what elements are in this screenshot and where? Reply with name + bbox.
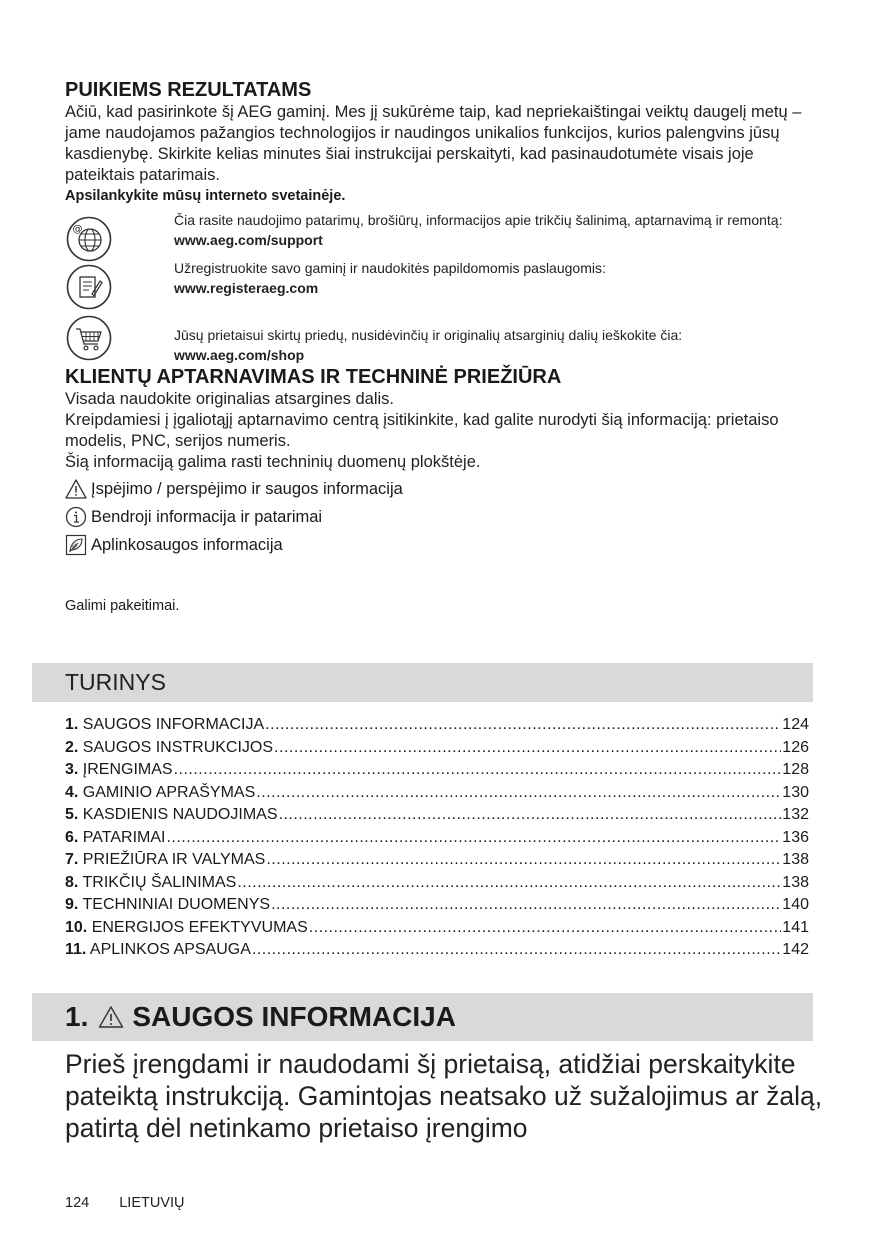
toc-leader-dots — [271, 894, 781, 917]
toc-item-label: SAUGOS INFORMACIJA — [78, 716, 265, 733]
website-links — [65, 210, 813, 365]
toc-item-page: 126 — [782, 738, 809, 756]
toc-item-label: PATARIMAI — [78, 828, 166, 846]
toc-item-page: 132 — [782, 806, 809, 823]
toc-leader-dots — [252, 939, 781, 962]
toc-item[interactable] — [65, 804, 809, 827]
toc-item-label: APLINKOS APSAUGA — [86, 941, 251, 958]
toc-item-number: 4. — [65, 783, 79, 801]
warning-symbol-row — [65, 478, 813, 500]
environment-symbol-text: Aplinkosaugos informacija — [91, 535, 283, 554]
page-footer — [65, 1195, 185, 1211]
results-paragraph: Ačiū, kad pasirinkote šį AEG gaminį. Mes jį sukūrėme taip, kad nepriekaištingai veiktų daugelį metų – jame naudojamos pažangios technologijos ir naudingos unikalios funkcijos, kurios palengvins jūsų kasdienybę. Skirkite kelias minutes šiai instrukcijai perskaityti, kad pasinaudotumėte visais joje pateiktais patarimais. — [65, 103, 802, 184]
toc-item[interactable] — [65, 759, 809, 782]
toc-item-page: 128 — [782, 761, 809, 778]
toc-item-label: TRIKČIŲ ŠALINIMAS — [78, 873, 237, 891]
toc-item-page: 130 — [782, 783, 809, 801]
toc-item-number: 11. — [65, 941, 87, 958]
toc-item-page: 124 — [782, 716, 809, 733]
toc-item-page: 140 — [782, 896, 809, 913]
toc-title: TURINYS — [65, 669, 166, 695]
support-link[interactable]: www.aeg.com/support — [174, 232, 323, 248]
toc-item-label: ĮRENGIMAS — [78, 761, 173, 778]
toc-item-page: 142 — [782, 941, 809, 958]
toc-item-page: 141 — [782, 918, 809, 936]
toc-item[interactable] — [65, 714, 809, 737]
customer-line-1: Visada naudokite originalias atsargines dalis. — [65, 390, 394, 408]
toc-item-number: 9. — [65, 896, 79, 913]
toc-item-page: 138 — [782, 851, 809, 868]
warning-icon — [98, 1004, 124, 1030]
toc-leader-dots — [166, 827, 781, 850]
customer-service-heading: KLIENTŲ APTARNAVIMAS IR TECHNINĖ PRIEŽIŪRA — [65, 366, 562, 388]
toc-item-label: KASDIENIS NAUDOJIMAS — [78, 806, 278, 823]
toc-item-number: 8. — [65, 873, 79, 891]
toc-item[interactable] — [65, 872, 809, 895]
environment-symbol-row — [65, 534, 813, 556]
toc-item-label: ENERGIJOS EFEKTYVUMAS — [87, 918, 308, 936]
support-row — [65, 210, 813, 263]
toc-item[interactable] — [65, 782, 809, 805]
toc-item-label: PRIEŽIŪRA IR VALYMAS — [78, 851, 266, 868]
safety-header-bar — [32, 993, 813, 1041]
shop-text: Jūsų prietaisui skirtų priedų, nusidėvinčių ir originalių atsarginių dalių ieškokite čia: — [174, 327, 683, 343]
toc-item-number: 5. — [65, 806, 79, 823]
toc-header-bar — [32, 663, 813, 702]
toc-leader-dots — [279, 804, 782, 827]
results-heading: PUIKIEMS REZULTATAMS — [65, 79, 312, 101]
toc-item[interactable] — [65, 849, 809, 872]
toc-item-number: 1. — [65, 716, 79, 733]
toc-leader-dots — [274, 737, 781, 760]
toc-item-page: 136 — [782, 828, 809, 846]
toc-item-number: 6. — [65, 828, 79, 846]
warning-symbol-text: Įspėjimo / perspėjimo ir saugos informacija — [91, 479, 403, 498]
visit-website-line: Apsilankykite mūsų interneto svetainėje. — [65, 188, 346, 204]
toc-item[interactable] — [65, 894, 809, 917]
toc-leader-dots — [256, 782, 781, 805]
register-icon — [65, 263, 113, 311]
toc-item-label: GAMINIO APRAŠYMAS — [78, 783, 256, 801]
globe-icon — [65, 215, 113, 263]
toc-leader-dots — [237, 872, 781, 895]
toc-item[interactable] — [65, 939, 809, 962]
toc-item-number: 10. — [65, 918, 88, 936]
svg-text:@: @ — [72, 224, 83, 235]
footer-language: LIETUVIŲ — [119, 1195, 185, 1211]
safety-section-number: 1. — [65, 1001, 89, 1032]
info-icon — [65, 506, 87, 528]
shop-link[interactable]: www.aeg.com/shop — [174, 347, 305, 363]
toc-leader-dots — [265, 714, 781, 737]
changes-note: Galimi pakeitimai. — [65, 598, 180, 614]
footer-page-number: 124 — [65, 1195, 90, 1211]
toc-item-number: 7. — [65, 851, 79, 868]
info-symbol-row — [65, 506, 813, 528]
toc-leader-dots — [309, 917, 782, 940]
warning-icon — [65, 478, 87, 500]
toc-item-label: SAUGOS INSTRUKCIJOS — [78, 738, 274, 756]
toc-leader-dots — [174, 759, 782, 782]
toc-item-number: 3. — [65, 761, 79, 778]
leaf-icon — [65, 534, 87, 556]
toc-leader-dots — [266, 849, 781, 872]
register-link[interactable]: www.registeraeg.com — [174, 280, 319, 296]
toc-item-number: 2. — [65, 738, 79, 756]
safety-intro-text: Prieš įrengdami ir naudodami šį prietaisą, atidžiai perskaitykite pateiktą instrukciją. Gamintojas neatsako už sužalojimus ar žalą, patirtą dėl netinkamo prietaiso įrengimo — [65, 1049, 823, 1143]
info-symbol-text: Bendroji informacija ir patarimai — [91, 507, 323, 526]
toc-item[interactable] — [65, 737, 809, 760]
toc-item-page: 138 — [782, 873, 809, 891]
safety-section-title: SAUGOS INFORMACIJA — [132, 1001, 456, 1032]
toc-item[interactable] — [65, 917, 809, 940]
intro-content — [65, 78, 813, 631]
register-row — [65, 258, 813, 311]
toc-item-label: TECHNINIAI DUOMENYS — [78, 896, 271, 913]
table-of-contents — [65, 714, 809, 962]
cart-icon — [65, 314, 113, 362]
support-text: Čia rasite naudojimo patarimų, brošiūrų, informacijos apie trikčių šalinimą, aptarnavimą ir remontą: — [174, 212, 783, 228]
toc-item[interactable] — [65, 827, 809, 850]
register-text: Užregistruokite savo gaminį ir naudokitės papildomomis paslaugomis: — [174, 260, 606, 276]
customer-line-3: Šią informaciją galima rasti techninių duomenų plokštėje. — [65, 453, 481, 471]
shop-row — [65, 305, 813, 365]
customer-line-2: Kreipdamiesi į įgaliotąjį aptarnavimo centrą įsitikinkite, kad galite nurodyti šią informaciją: prietaiso modelis, PNC, serijos numeris. — [65, 411, 779, 450]
